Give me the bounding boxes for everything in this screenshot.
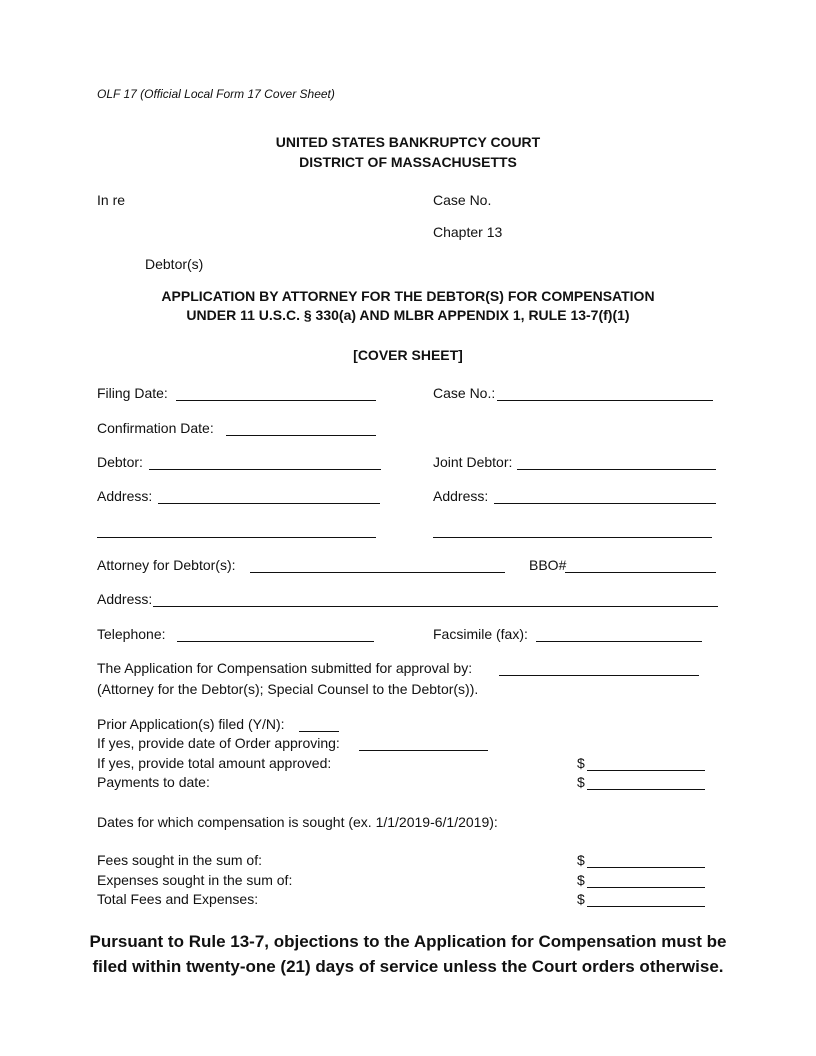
dollar-sign: $ xyxy=(577,852,585,868)
case-no-label: Case No.: xyxy=(433,385,496,401)
telephone-line[interactable] xyxy=(177,626,374,642)
expenses-label: Expenses sought in the sum of: xyxy=(97,872,293,888)
joint-debtor-label: Joint Debtor: xyxy=(433,454,513,470)
submitted-by-note: (Attorney for the Debtor(s); Special Counsel to the Debtor(s)). xyxy=(97,681,479,697)
objection-notice-line1: Pursuant to Rule 13-7, objections to the Application for Compensation must be xyxy=(89,932,727,951)
attorney-address-field[interactable] xyxy=(97,591,719,608)
bbo-label: BBO# xyxy=(529,557,567,573)
submitted-by-field[interactable] xyxy=(97,660,700,677)
court-district: DISTRICT OF MASSACHUSETTS xyxy=(299,154,517,170)
total-approved-field[interactable] xyxy=(577,755,707,772)
objection-notice-line2: filed within twenty-one (21) days of service unless the Court orders otherwise. xyxy=(92,957,724,976)
in-re-label: In re xyxy=(97,192,126,208)
dollar-sign: $ xyxy=(577,755,585,771)
cover-sheet-title: [COVER SHEET] xyxy=(353,347,463,363)
total-line[interactable] xyxy=(587,891,705,907)
expenses-field[interactable] xyxy=(577,872,707,889)
submitted-by-label: The Application for Compensation submitted for approval by: xyxy=(97,660,473,676)
filing-date-field[interactable] xyxy=(97,385,377,402)
total-label: Total Fees and Expenses: xyxy=(97,891,259,907)
fees-field[interactable] xyxy=(577,852,707,869)
joint-debtor-address-label: Address: xyxy=(433,488,489,504)
total-field[interactable] xyxy=(577,891,707,908)
filing-date-line[interactable] xyxy=(176,385,376,401)
payments-field[interactable] xyxy=(577,774,707,791)
confirmation-date-field[interactable] xyxy=(97,420,377,437)
total-approved-line[interactable] xyxy=(587,755,705,771)
debtor-label: Debtor: xyxy=(97,454,143,470)
filing-date-label: Filing Date: xyxy=(97,385,168,401)
joint-debtor-address-line[interactable] xyxy=(494,488,716,504)
debtor-address-field[interactable] xyxy=(97,488,381,505)
order-date-label: If yes, provide date of Order approving: xyxy=(97,735,340,751)
debtor-address-line2[interactable] xyxy=(97,522,376,538)
order-date-line[interactable] xyxy=(359,735,488,751)
fees-line[interactable] xyxy=(587,852,705,868)
confirmation-date-label: Confirmation Date: xyxy=(97,420,214,436)
telephone-field[interactable] xyxy=(97,626,375,643)
total-approved-label: If yes, provide total amount approved: xyxy=(97,755,332,771)
debtor-line[interactable] xyxy=(149,454,381,470)
fees-label: Fees sought in the sum of: xyxy=(97,852,262,868)
case-no-field[interactable] xyxy=(433,385,714,402)
court-name: UNITED STATES BANKRUPTCY COURT xyxy=(275,134,541,150)
application-title-line2: UNDER 11 U.S.C. § 330(a) AND MLBR APPENDIX 1, RULE 13-7(f)(1) xyxy=(186,307,630,323)
joint-debtor-address-line2-field[interactable] xyxy=(433,522,713,539)
case-no-line[interactable] xyxy=(497,385,713,401)
payments-label: Payments to date: xyxy=(97,774,210,790)
caption-chapter: Chapter 13 xyxy=(433,224,503,240)
dollar-sign: $ xyxy=(577,872,585,888)
prior-filed-line[interactable] xyxy=(299,716,339,732)
prior-filed-label: Prior Application(s) filed (Y/N): xyxy=(97,716,285,732)
joint-debtor-address-field[interactable] xyxy=(433,488,717,505)
dollar-sign: $ xyxy=(577,891,585,907)
expenses-line[interactable] xyxy=(587,872,705,888)
fax-label: Facsimile (fax): xyxy=(433,626,528,642)
fax-line[interactable] xyxy=(536,626,702,642)
joint-debtor-line[interactable] xyxy=(517,454,716,470)
payments-line[interactable] xyxy=(587,774,705,790)
bbo-field[interactable] xyxy=(529,557,717,574)
submitted-by-line[interactable] xyxy=(499,660,699,676)
caption-case-no: Case No. xyxy=(433,192,492,208)
joint-debtor-address-line2[interactable] xyxy=(433,522,712,538)
attorney-line[interactable] xyxy=(250,557,505,573)
application-title-line1: APPLICATION BY ATTORNEY FOR THE DEBTOR(S) FOR COMPENSATION xyxy=(161,288,655,304)
attorney-label: Attorney for Debtor(s): xyxy=(97,557,236,573)
attorney-address-label: Address: xyxy=(97,591,153,607)
bbo-line[interactable] xyxy=(565,557,716,573)
debtor-address-line2-field[interactable] xyxy=(97,522,377,539)
confirmation-date-line[interactable] xyxy=(226,420,376,436)
telephone-label: Telephone: xyxy=(97,626,166,642)
attorney-address-line[interactable] xyxy=(153,591,718,607)
fax-field[interactable] xyxy=(433,626,703,643)
caption-debtors: Debtor(s) xyxy=(145,256,204,272)
prior-filed-field[interactable] xyxy=(97,716,342,733)
order-date-field[interactable] xyxy=(97,735,489,752)
debtor-field[interactable] xyxy=(97,454,382,471)
joint-debtor-field[interactable] xyxy=(433,454,717,471)
debtor-address-line[interactable] xyxy=(158,488,380,504)
attorney-field[interactable] xyxy=(97,557,507,574)
debtor-address-label: Address: xyxy=(97,488,153,504)
dollar-sign: $ xyxy=(577,774,585,790)
dates-sought-label: Dates for which compensation is sought (ex. 1/1/2019-6/1/2019): xyxy=(97,814,498,830)
form-reference: OLF 17 (Official Local Form 17 Cover Sheet) xyxy=(97,87,335,101)
